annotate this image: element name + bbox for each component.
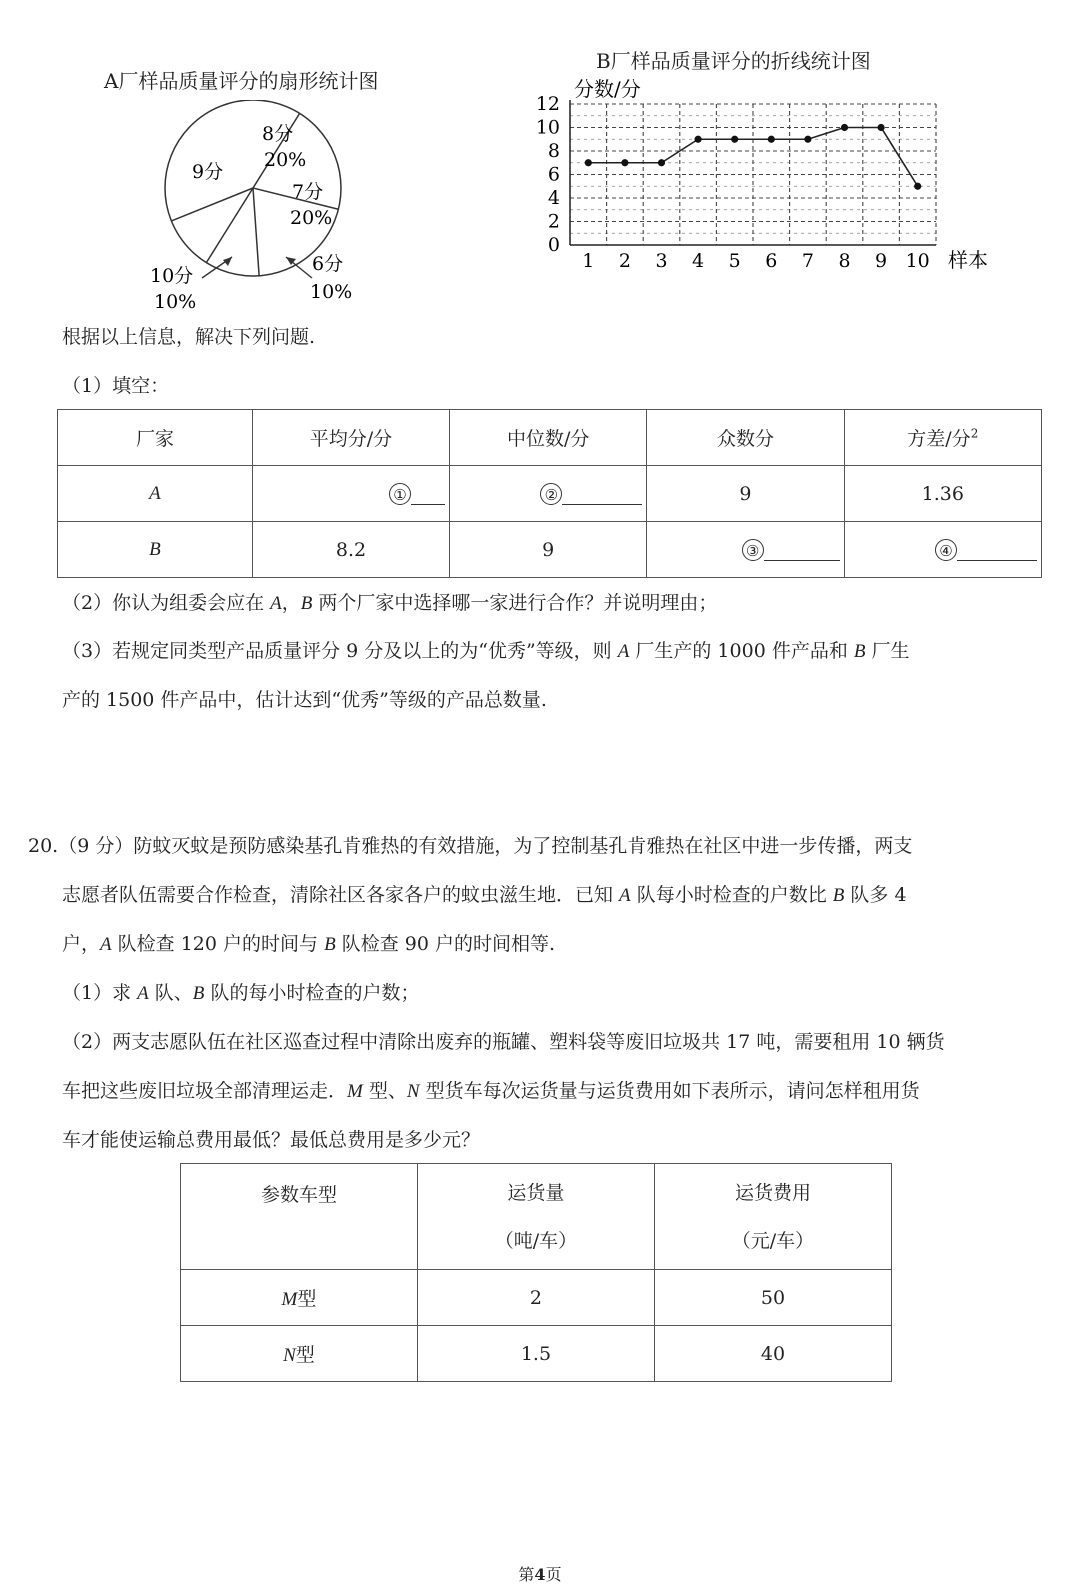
q19-part3-line2: 产的 1500 件产品中，估计达到“优秀”等级的产品总数量.: [62, 689, 547, 711]
mean-b: 8.2: [252, 522, 449, 578]
table-row: [181, 1326, 892, 1382]
q19-part1: （1）填空：: [62, 375, 170, 397]
x-tick-label: 8: [838, 250, 851, 272]
factory-a: A: [149, 483, 161, 504]
pie-arrowhead-10: [223, 257, 232, 266]
data-point-10: [914, 183, 921, 190]
x-axis-label: 样本: [948, 248, 988, 272]
pie-slice-9分: [171, 188, 253, 221]
data-point-7: [804, 136, 811, 143]
truck-table: [180, 1163, 892, 1382]
data-point-8: [841, 124, 848, 131]
y-tick-label: 8: [547, 140, 560, 162]
x-tick-label: 9: [875, 250, 888, 272]
header-param: 参数车型: [181, 1164, 418, 1270]
page-number: 第4页: [518, 1565, 562, 1584]
factory-b: B: [149, 539, 161, 560]
amount-n: 1.5: [417, 1326, 654, 1382]
x-tick-label: 7: [801, 250, 814, 272]
blank-3-line[interactable]: [764, 538, 840, 561]
blank-3-marker: ③: [742, 539, 764, 561]
x-tick-label: 3: [655, 250, 668, 272]
data-point-3: [658, 159, 665, 166]
q20-part2-line1: （2）两支志愿队伍在社区巡查过程中清除出废弃的瓶罐、塑料袋等废旧垃圾共 17 吨，需要租用 10 辆货: [62, 1031, 945, 1053]
data-point-2: [621, 159, 628, 166]
q20-part2-line3: 车才能使运输总费用最低？最低总费用是多少元？: [62, 1129, 481, 1151]
q19-part2: （2）你认为组委会应在 A，B 两个厂家中选择哪一家进行合作？并说明理由；: [62, 592, 718, 614]
pie-label-10: 10分: [150, 265, 194, 287]
pie-pct-8: 20%: [264, 149, 307, 171]
cost-m: 50: [654, 1270, 891, 1326]
header-variance: 方差/分: [907, 428, 971, 450]
blank-1-marker: ①: [389, 483, 411, 505]
y-tick-label: 2: [547, 210, 560, 233]
line-chart: [530, 74, 1010, 279]
pie-pct-6: 10%: [310, 281, 353, 303]
header-variance-cell: [844, 410, 1041, 466]
y-tick-label: 12: [535, 93, 560, 115]
header-cost: 运货费用 （元/车）: [654, 1164, 891, 1270]
header-mean: 平均分/分: [252, 410, 449, 466]
y-axis-label: 分数/分: [574, 77, 641, 101]
y-tick-label: 0: [547, 234, 560, 256]
stats-table: [57, 409, 1042, 578]
line-chart-title: B厂样品质量评分的折线统计图: [596, 49, 871, 73]
blank-2-cell: [450, 466, 647, 522]
x-tick-label: 2: [618, 250, 631, 272]
table-row: [181, 1270, 892, 1326]
q19-intro: 根据以上信息，解决下列问题.: [62, 326, 316, 348]
blank-2-marker: ②: [540, 483, 562, 505]
truck-type-m: M型: [181, 1270, 418, 1326]
x-tick-label: 6: [765, 250, 778, 272]
q20-part1: （1）求 A 队、B 队的每小时检查的户数；: [62, 982, 420, 1004]
blank-1-line[interactable]: [411, 482, 445, 505]
pie-slice-6分: [253, 188, 259, 276]
blank-4-cell: [844, 522, 1041, 578]
q19-part3-line1: （3）若规定同类型产品质量评分 9 分及以上的为“优秀”等级，则 A 厂生产的 1000 件产品和 B 厂生: [62, 640, 910, 662]
pie-label-6: 6分: [312, 253, 344, 275]
data-point-5: [731, 136, 738, 143]
median-b: 9: [450, 522, 647, 578]
table-row-a: [58, 466, 1042, 522]
q20-line3: 户，A 队检查 120 户的时间与 B 队检查 90 户的时间相等.: [62, 933, 556, 955]
table-row-b: [58, 522, 1042, 578]
header-amount: 运货量 （吨/车）: [417, 1164, 654, 1270]
pie-chart: [140, 100, 380, 315]
mode-a: 9: [647, 466, 844, 522]
cost-n: 40: [654, 1326, 891, 1382]
pie-label-7: 7分: [292, 181, 324, 203]
pie-pct-7: 20%: [290, 207, 333, 229]
data-point-1: [585, 159, 592, 166]
truck-type-n: N型: [181, 1326, 418, 1382]
blank-2-line[interactable]: [562, 482, 642, 505]
blank-1-cell: [252, 466, 449, 522]
amount-m: 2: [417, 1270, 654, 1326]
data-point-9: [878, 124, 885, 131]
pie-label-9: 9分: [192, 161, 224, 183]
x-tick-label: 1: [582, 250, 595, 272]
blank-4-marker: ④: [935, 539, 957, 561]
header-median: 中位数/分: [450, 410, 647, 466]
header-mode: 众数分: [647, 410, 844, 466]
y-tick-label: 10: [535, 116, 560, 139]
header-variance-sup: 2: [970, 426, 979, 441]
variance-a: 1.36: [844, 466, 1041, 522]
x-tick-label: 4: [692, 250, 705, 272]
blank-3-cell: [647, 522, 844, 578]
pie-slice-10分: [206, 188, 253, 263]
q20-part2-line2: 车把这些废旧垃圾全部清理运走．M 型、N 型货车每次运货量与运货费用如下表所示，请问怎样租用货: [62, 1080, 920, 1102]
pie-chart-title: A厂样品质量评分的扇形统计图: [104, 69, 379, 93]
data-point-6: [768, 136, 775, 143]
pie-label-8: 8分: [262, 123, 294, 145]
data-point-4: [695, 136, 702, 143]
blank-4-line[interactable]: [957, 538, 1037, 561]
y-tick-label: 4: [547, 187, 560, 209]
q20-line2: 志愿者队伍需要合作检查，清除社区各家各户的蚊虫滋生地．已知 A 队每小时检查的户数比 B 队多 4: [62, 884, 907, 906]
x-tick-label: 5: [728, 250, 741, 272]
y-tick-label: 6: [547, 163, 560, 186]
stats-table-header: [58, 410, 1042, 466]
truck-table-header: [181, 1164, 892, 1270]
q20-line1: 20.（9 分）防蚊灭蚊是预防感染基孔肯雅热的有效措施，为了控制基孔肯雅热在社区中进一步传播，两支: [28, 835, 913, 857]
header-factory: 厂家: [58, 410, 253, 466]
pie-pct-10: 10%: [154, 291, 197, 313]
x-tick-label: 10: [905, 250, 930, 272]
